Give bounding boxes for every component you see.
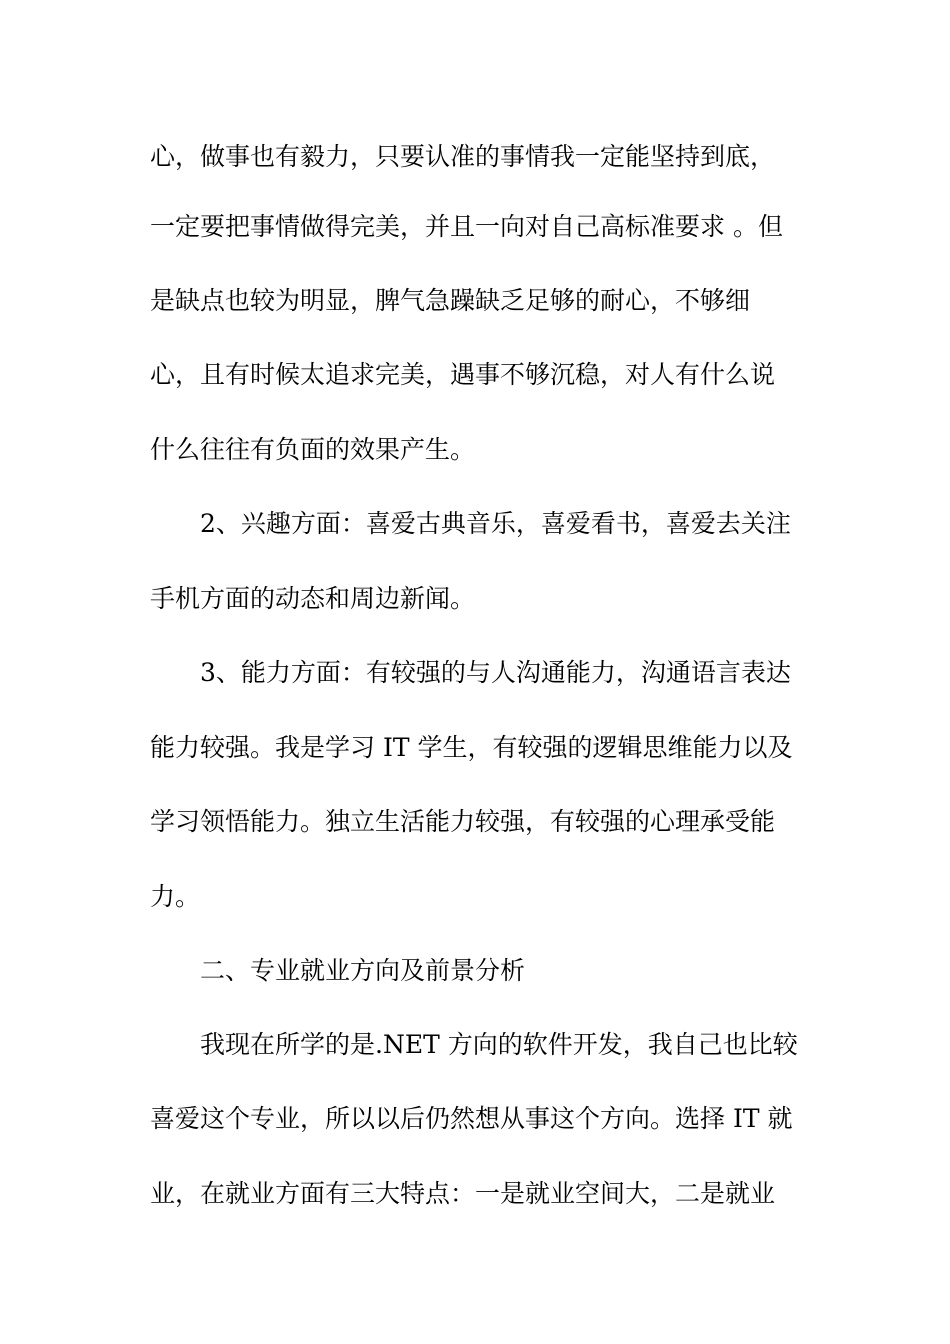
text-line: 能力较强。我是学习 IT 学生，有较强的逻辑思维能力以及 bbox=[150, 733, 793, 762]
text-line: 手机方面的动态和周边新闻。 bbox=[150, 584, 476, 613]
section-heading: 二、专业就业方向及前景分析 bbox=[200, 956, 526, 985]
text-line: 一定要把事情做得完美，并且一向对自己高标准要求 。但 bbox=[150, 212, 783, 241]
text-line: 什么往往有负面的效果产生。 bbox=[150, 435, 476, 464]
text-line: 心，做事也有毅力，只要认准的事情我一定能坚持到底， bbox=[150, 142, 776, 171]
text-line: 业，在就业方面有三大特点：一是就业空间大，二是就业 bbox=[150, 1179, 776, 1208]
text-line: 是缺点也较为明显，脾气急躁缺乏足够的耐心，不够细 bbox=[150, 286, 751, 315]
paragraph-start-line: 我现在所学的是.NET 方向的软件开发，我自己也比较 bbox=[200, 1030, 798, 1059]
text-line: 学习领悟能力。独立生活能力较强，有较强的心理承受能 bbox=[150, 807, 776, 836]
text-line: 心，且有时候太追求完美，遇事不够沉稳，对人有什么说 bbox=[150, 360, 776, 389]
paragraph-start-line: 3、能力方面：有较强的与人沟通能力，沟通语言表达 bbox=[200, 658, 791, 687]
text-line: 力。 bbox=[150, 882, 201, 911]
paragraph-start-line: 2、兴趣方面：喜爱古典音乐，喜爱看书，喜爱去关注 bbox=[200, 509, 791, 538]
text-line: 喜爱这个专业，所以以后仍然想从事这个方向。选择 IT 就 bbox=[150, 1104, 793, 1133]
